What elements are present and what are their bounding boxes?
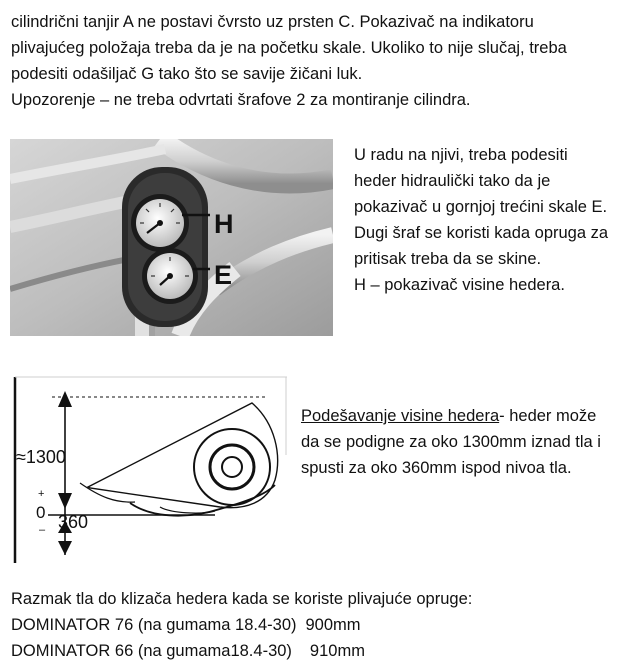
field-note-line: U radu na njivi, treba podesiti [354,146,568,164]
label-down-depth: 360 [58,512,89,532]
field-note-paragraph [354,142,608,298]
clearance-row [11,612,472,638]
warning-line: Upozorenje – ne treba odvrtati šrafove 2 za montiranje cilindra. [11,91,471,109]
intro-line: plivajućeg položaja treba da je na početku skale. Ukoliko to nije slučaj, treba [11,39,567,57]
gauge-label-h: H [214,209,234,239]
intro-line: cilindrični tanjir A ne postavi čvrsto uz prsten C. Pokazivač na indikatoru [11,13,534,31]
gauges-photo [10,139,333,336]
field-note-line: pritisak treba da se skine. [354,250,542,268]
clearance-value: 910mm [309,642,365,660]
clearance-block [11,586,472,664]
label-up-height: ≈1300 [16,447,66,467]
gauge-label-e: E [214,260,233,290]
field-note-line: H – pokazivač visine hedera. [354,276,565,294]
label-minus: – [39,524,46,536]
label-zero: 0 [36,503,46,522]
height-note-line: spusti za oko 360mm ispod nivoa tla. [301,459,572,477]
clearance-row [11,638,472,664]
height-note-paragraph [301,403,601,481]
label-plus: + [38,488,45,500]
clearance-title: Razmak tla do klizača hedera kada se koriste plivajuće opruge: [11,590,473,608]
clearance-model: DOMINATOR 66 (na gumama18.4-30) [11,642,292,660]
field-note-line: heder hidraulički tako da je [354,172,551,190]
intro-line: podesiti odašiljač G tako što se savije žičani luk. [11,65,363,83]
height-note-line1-rest: - heder može [499,407,597,425]
field-note-line: pokazivač u gornjoj trećini skale E. [354,198,608,216]
header-height-diagram [10,375,287,565]
intro-paragraph [11,9,567,113]
clearance-model: DOMINATOR 76 (na gumama 18.4-30) [11,616,297,634]
clearance-value: 900mm [305,616,361,634]
height-note-line: da se podigne za oko 1300mm iznad tla i [301,433,601,451]
height-note-line [301,403,601,429]
height-note-heading: Podešavanje visine hedera [301,407,500,425]
field-note-line: Dugi šraf se koristi kada opruga za [354,224,609,242]
